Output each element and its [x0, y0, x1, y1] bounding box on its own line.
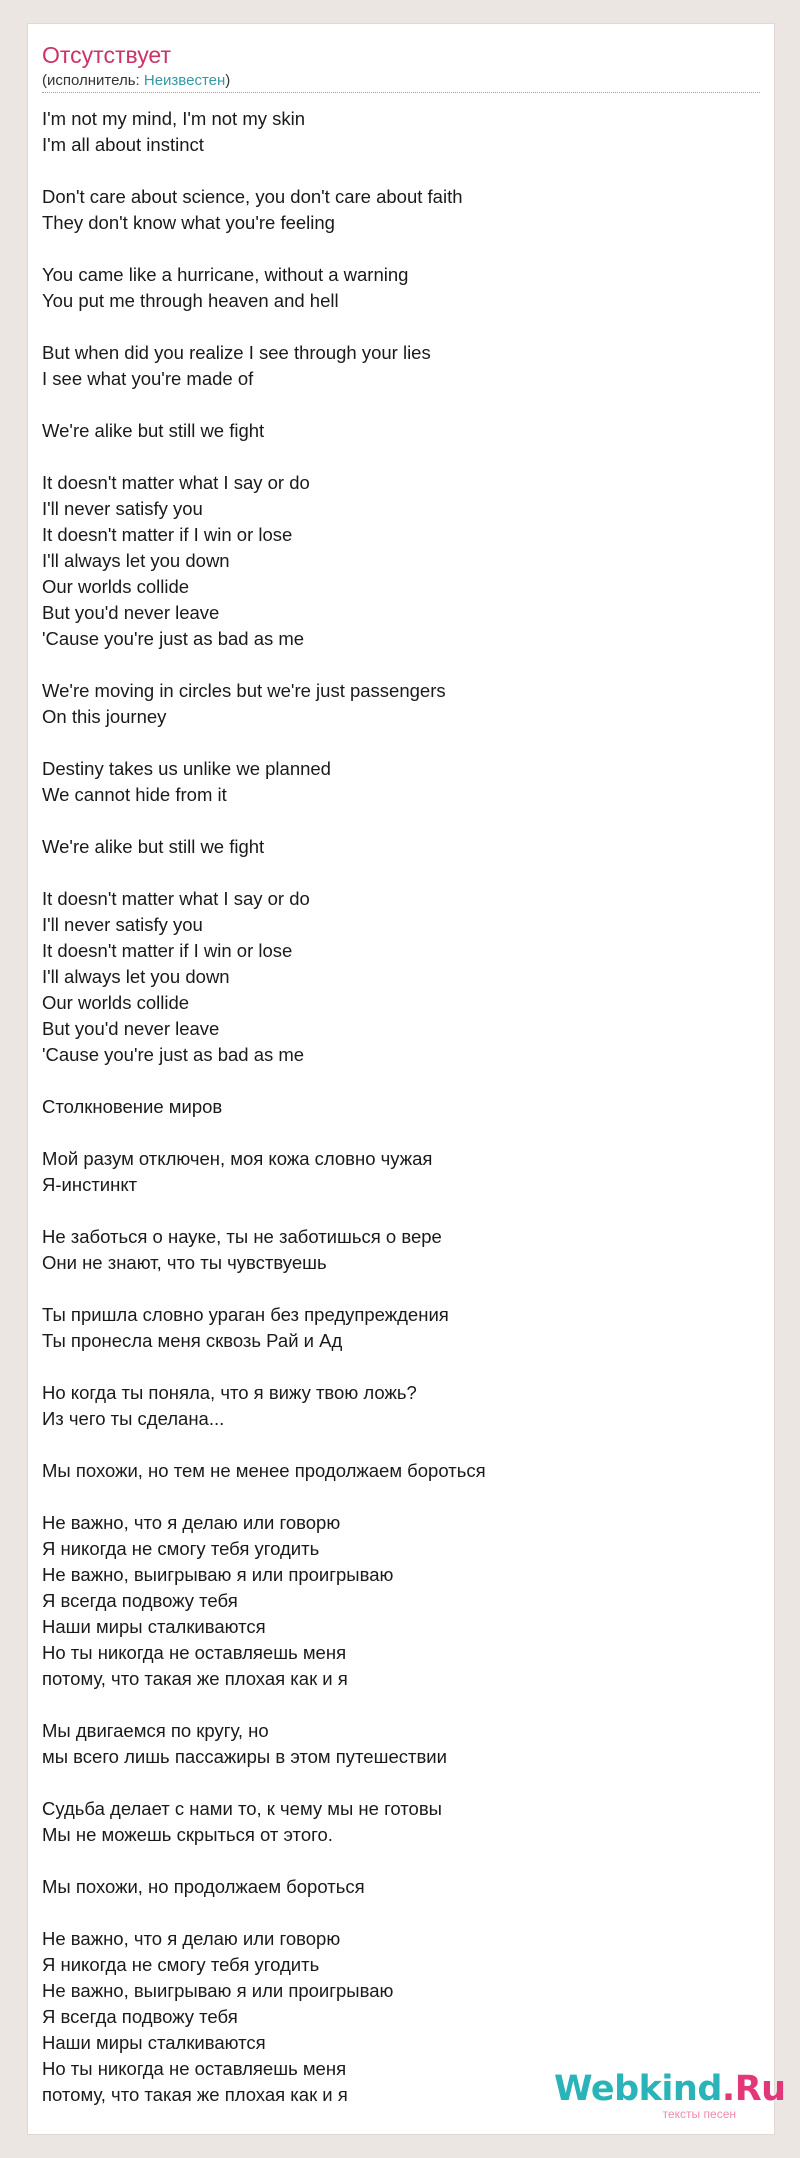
lyric-line: You put me through heaven and hell	[42, 290, 339, 311]
lyric-blank-line	[42, 1120, 742, 1146]
lyric-line: But you'd never leave	[42, 602, 220, 623]
lyrics-text	[42, 106, 742, 2108]
webkind-logo[interactable]	[554, 2069, 786, 2126]
lyric-line: I'll always let you down	[42, 966, 230, 987]
lyric-line: 'Cause you're just as bad as me	[42, 628, 305, 649]
lyric-line: Я всегда подвожу тебя	[42, 2006, 238, 2027]
lyric-line: Не важно, выигрываю я или проигрываю	[42, 1980, 394, 2001]
lyric-line: Наши миры сталкиваются	[42, 2032, 266, 2053]
lyric-blank-line	[42, 1770, 742, 1796]
logo-tagline: тексты песен	[662, 2107, 736, 2121]
lyric-line: Мы похожи, но продолжаем бороться	[42, 1876, 365, 1897]
lyric-line: Мы похожи, но тем не менее продолжаем бороться	[42, 1460, 486, 1481]
lyric-line: потому, что такая же плохая как и я	[42, 1668, 348, 1689]
logo-suffix: .Ru	[721, 2069, 786, 2109]
lyric-line: I'll never satisfy you	[42, 914, 203, 935]
lyric-line: We're moving in circles but we're just passengers	[42, 680, 446, 701]
lyric-blank-line	[42, 236, 742, 262]
lyric-blank-line	[42, 1276, 742, 1302]
lyrics-card	[27, 23, 786, 2135]
lyric-line: But when did you realize I see through your lies	[42, 342, 431, 363]
lyric-line: But you'd never leave	[42, 1018, 220, 1039]
lyric-line: Мой разум отключен, моя кожа словно чужая	[42, 1148, 433, 1169]
lyric-blank-line	[42, 314, 742, 340]
lyric-blank-line	[42, 1848, 742, 1874]
song-title: Отсутствует	[42, 42, 171, 68]
artist-link[interactable]: Неизвестен	[143, 72, 226, 89]
lyric-blank-line	[42, 444, 742, 470]
lyric-line: Our worlds collide	[42, 576, 190, 597]
lyric-line: I see what you're made of	[42, 368, 254, 389]
lyric-blank-line	[42, 808, 742, 834]
lyric-line: Судьба делает с нами то, к чему мы не готовы	[42, 1798, 442, 1819]
lyric-line: Я всегда подвожу тебя	[42, 1590, 238, 1611]
lyric-line: I'll always let you down	[42, 550, 230, 571]
lyric-line: I'll never satisfy you	[42, 498, 203, 519]
lyric-blank-line	[42, 730, 742, 756]
lyric-blank-line	[42, 1198, 742, 1224]
lyric-line: Our worlds collide	[42, 992, 190, 1013]
lyric-line: Ты пронесла меня сквозь Рай и Ад	[42, 1330, 343, 1351]
artist-line	[42, 72, 230, 90]
lyric-blank-line	[42, 652, 742, 678]
lyric-line: мы всего лишь пассажиры в этом путешествии	[42, 1746, 447, 1767]
lyric-line: Не важно, что я делаю или говорю	[42, 1928, 341, 1949]
lyric-blank-line	[42, 1068, 742, 1094]
lyric-blank-line	[42, 1900, 742, 1926]
lyric-line: 'Cause you're just as bad as me	[42, 1044, 305, 1065]
lyric-line: It doesn't matter if I win or lose	[42, 524, 293, 545]
lyric-line: They don't know what you're feeling	[42, 212, 335, 233]
lyric-line: It doesn't matter what I say or do	[42, 888, 310, 909]
lyric-line: It doesn't matter if I win or lose	[42, 940, 293, 961]
lyric-line: Я-инстинкт	[42, 1174, 138, 1195]
lyric-blank-line	[42, 158, 742, 184]
lyric-blank-line	[42, 1692, 742, 1718]
lyric-line: Из чего ты сделана...	[42, 1408, 225, 1429]
lyric-line: Мы не можешь скрыться от этого.	[42, 1824, 333, 1845]
divider	[42, 92, 760, 93]
lyric-line: Don't care about science, you don't care about faith	[42, 186, 463, 207]
lyric-line: Они не знают, что ты чувствуешь	[42, 1252, 327, 1273]
lyric-line: We're alike but still we fight	[42, 420, 265, 441]
artist-prefix: (исполнитель:	[42, 72, 144, 89]
lyric-line: Ты пришла словно ураган без предупреждения	[42, 1304, 449, 1325]
logo-main-text: Webkind	[554, 2069, 722, 2109]
lyric-blank-line	[42, 860, 742, 886]
lyric-line: Наши миры сталкиваются	[42, 1616, 266, 1637]
lyric-line: Я никогда не смогу тебя угодить	[42, 1954, 320, 1975]
logo-wordmark	[554, 2069, 786, 2109]
lyric-line: We're alike but still we fight	[42, 836, 265, 857]
lyric-line: It doesn't matter what I say or do	[42, 472, 310, 493]
lyric-line: Не важно, выигрываю я или проигрываю	[42, 1564, 394, 1585]
lyric-line: Но когда ты поняла, что я вижу твою ложь?	[42, 1382, 417, 1403]
lyric-line: Но ты никогда не оставляешь меня	[42, 1642, 347, 1663]
lyric-line: Мы двигаемся по кругу, но	[42, 1720, 269, 1741]
lyric-line: Не заботься о науке, ты не заботишься о вере	[42, 1226, 442, 1247]
lyric-line: I'm not my mind, I'm not my skin	[42, 108, 306, 129]
lyric-blank-line	[42, 1484, 742, 1510]
lyric-line: I'm all about instinct	[42, 134, 204, 155]
lyric-line: Destiny takes us unlike we planned	[42, 758, 331, 779]
lyric-line: Но ты никогда не оставляешь меня	[42, 2058, 347, 2079]
lyric-blank-line	[42, 1432, 742, 1458]
lyric-line: On this journey	[42, 706, 167, 727]
lyric-line: Не важно, что я делаю или говорю	[42, 1512, 341, 1533]
lyric-blank-line	[42, 1354, 742, 1380]
lyric-line: Я никогда не смогу тебя угодить	[42, 1538, 320, 1559]
lyric-line: You came like a hurricane, without a warning	[42, 264, 409, 285]
lyric-blank-line	[42, 392, 742, 418]
lyric-line: потому, что такая же плохая как и я	[42, 2084, 348, 2105]
lyric-line: We cannot hide from it	[42, 784, 227, 805]
lyric-line: Столкновение миров	[42, 1096, 223, 1117]
artist-suffix: )	[225, 72, 231, 89]
